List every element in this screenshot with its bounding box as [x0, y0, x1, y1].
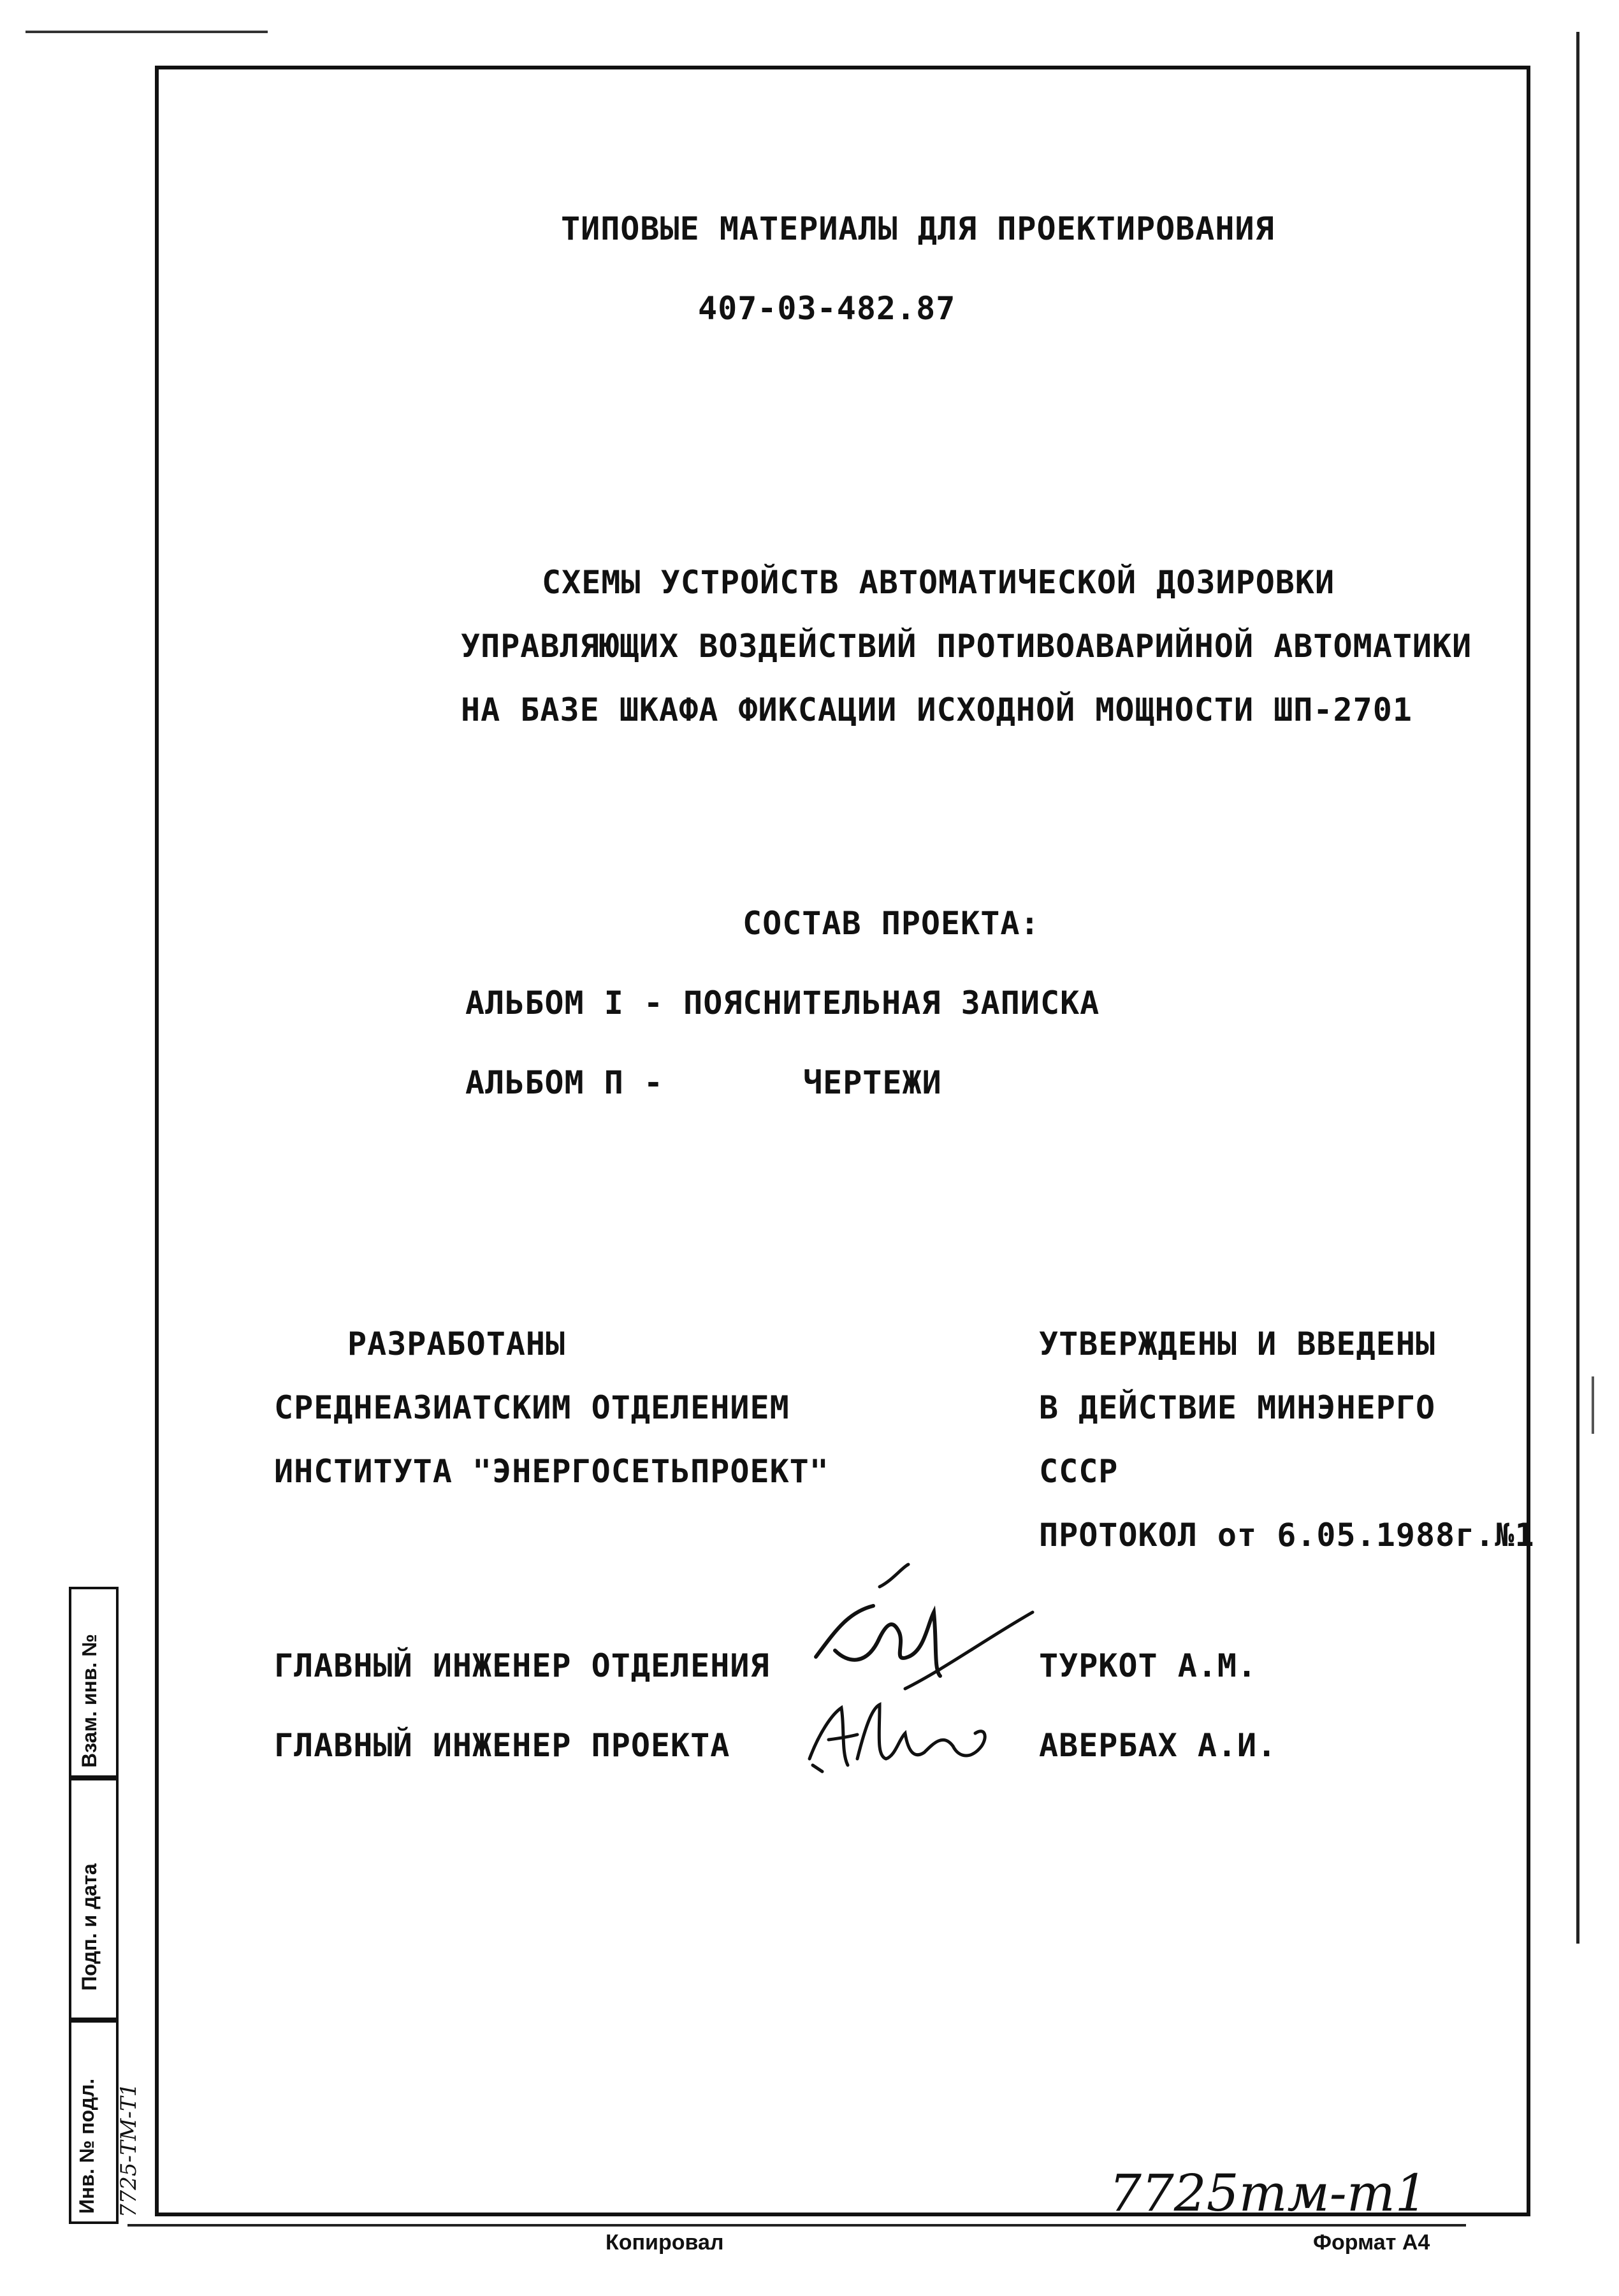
stamp-orig-value: 7725-ТМ-Т1: [116, 2083, 142, 2218]
developed-line-2: ИНСТИТУТА "ЭНЕРГОСЕТЬПРОЕКТ": [274, 1453, 829, 1490]
chief-dept-name: ТУРКОТ А.М.: [1039, 1647, 1258, 1684]
document-code: 407-03-482.87: [698, 290, 956, 327]
signature-averbakh: [797, 1695, 1001, 1784]
chief-proj-name: АВЕРБАХ А.И.: [1039, 1727, 1277, 1764]
album-2-label: АЛЬБОМ П -: [465, 1064, 664, 1101]
title-line-3: НА БАЗЕ ШКАФА ФИКСАЦИИ ИСХОДНОЙ МОЩНОСТИ ШП-2701: [461, 691, 1412, 728]
stamp-box-inv: [69, 1587, 119, 1778]
stamp-sign-label: Подп. и дата: [78, 1863, 101, 1991]
copied-by-label: Копировал: [606, 2230, 724, 2255]
developed-line-1: СРЕДНЕАЗИАТСКИМ ОТДЕЛЕНИЕМ: [274, 1389, 790, 1426]
series-title: ТИПОВЫЕ МАТЕРИАЛЫ ДЛЯ ПРОЕКТИРОВАНИЯ: [561, 210, 1275, 247]
chief-dept-role: ГЛАВНЫЙ ИНЖЕНЕР ОТДЕЛЕНИЯ: [274, 1647, 770, 1684]
approved-line-1: УТВЕРЖДЕНЫ И ВВЕДЕНЫ: [1039, 1325, 1436, 1362]
album-1: АЛЬБОМ I - ПОЯСНИТЕЛЬНАЯ ЗАПИСКА: [465, 985, 1100, 1022]
stamp-box-sign: [69, 1778, 119, 2020]
approved-line-2: В ДЕЙСТВИЕ МИНЭНЕРГО: [1039, 1389, 1436, 1426]
stamp-inv-label: Взам. инв. №: [78, 1634, 101, 1768]
signature-turkot: [797, 1561, 1039, 1701]
approved-line-3: СССР: [1039, 1453, 1119, 1490]
stamp-orig-label: Инв. № подл.: [75, 2078, 98, 2214]
right-edge-line: [1576, 32, 1579, 1944]
album-2-value: ЧЕРТЕЖИ: [803, 1064, 942, 1101]
chief-proj-role: ГЛАВНЫЙ ИНЖЕНЕР ПРОЕКТА: [274, 1727, 730, 1764]
title-line-2: УПРАВЛЯЮЩИХ ВОЗДЕЙСТВИЙ ПРОТИВОАВАРИЙНОЙ АВТОМАТИКИ: [461, 628, 1472, 665]
developed-heading: РАЗРАБОТАНЫ: [347, 1325, 566, 1362]
handwritten-doc-number: 7725тм-т1: [1109, 2163, 1428, 2223]
drawing-frame: [155, 66, 1530, 2216]
format-label: Формат А4: [1313, 2230, 1430, 2255]
composition-heading: СОСТАВ ПРОЕКТА:: [743, 905, 1040, 942]
top-edge-line: [25, 31, 268, 33]
title-line-1: СХЕМЫ УСТРОЙСТВ АВТОМАТИЧЕСКОЙ ДОЗИРОВКИ: [542, 564, 1335, 601]
stamp-box-orig: [69, 2020, 119, 2224]
right-edge-mark: [1592, 1376, 1594, 1434]
approved-protocol: ПРОТОКОЛ от 6.05.1988г.№1: [1039, 1517, 1535, 1554]
bottom-edge-line: [127, 2224, 1466, 2227]
